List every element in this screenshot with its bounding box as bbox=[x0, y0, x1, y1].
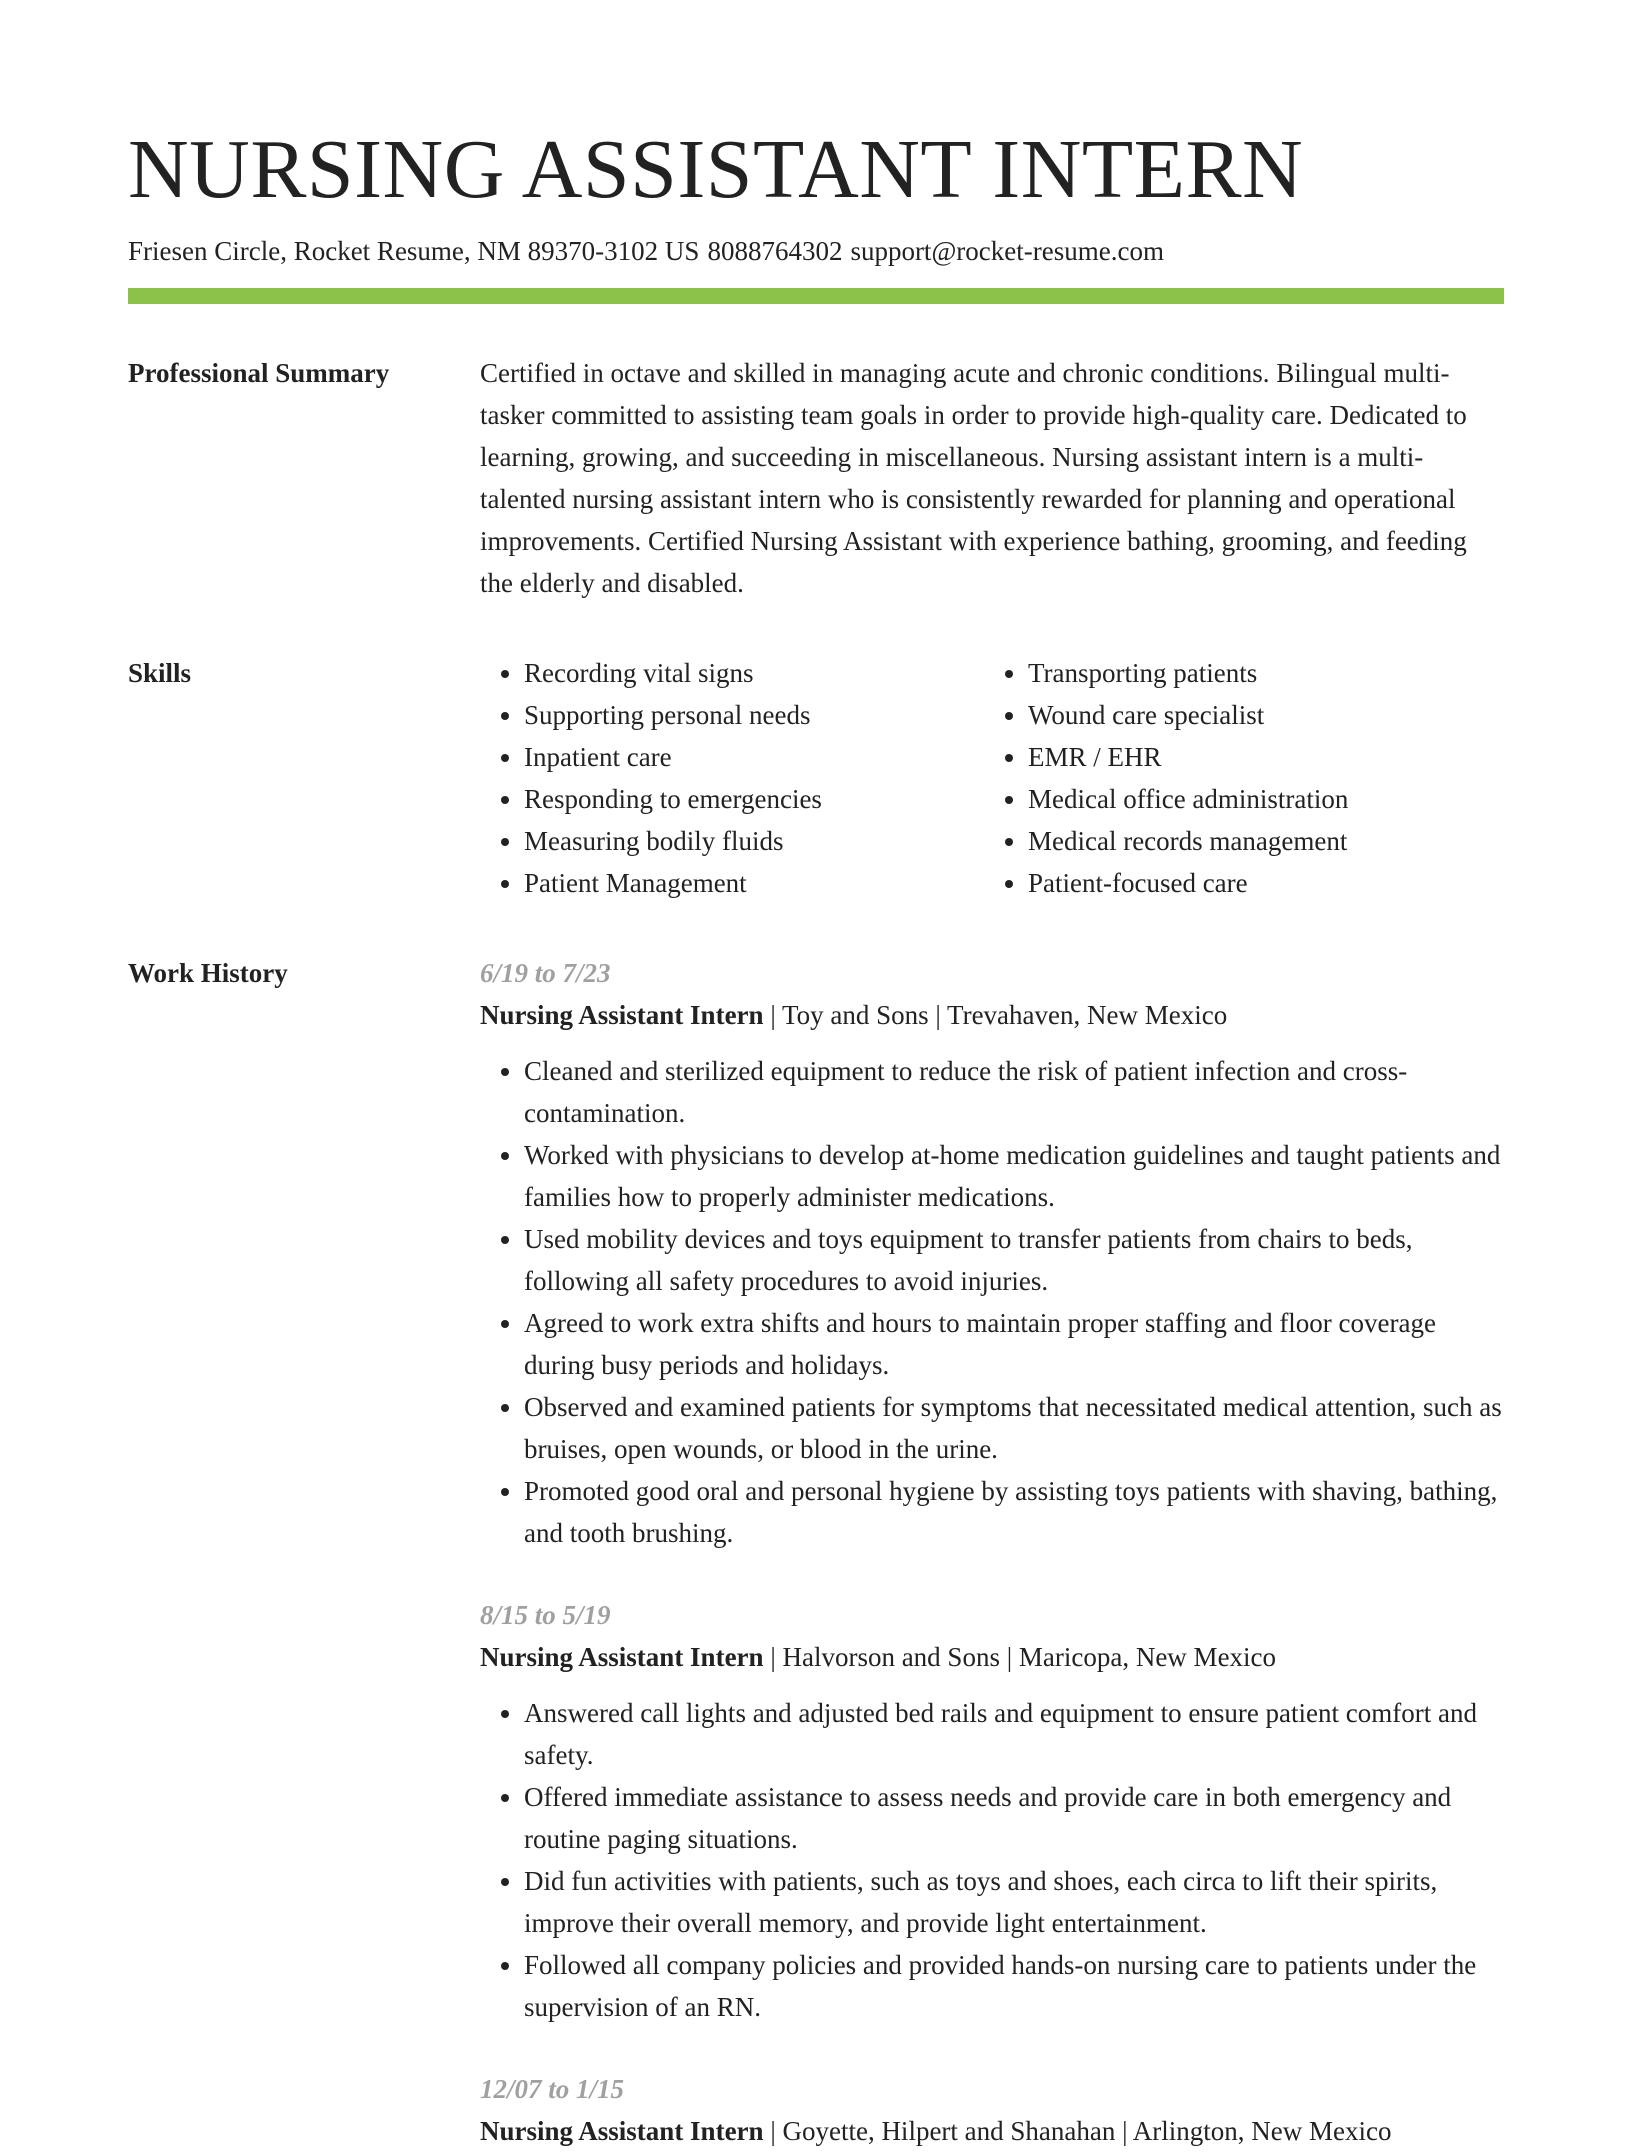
job-heading bbox=[480, 994, 1504, 1036]
skill-item: • Wound care specialist bbox=[1028, 694, 1488, 736]
job-bullet: • Did fun activities with patients, such as toys and shoes, each circa to lift their spirits, improve their overall memory, and provide light entertainment. bbox=[524, 1860, 1504, 1944]
skills-heading: Skills bbox=[128, 658, 192, 688]
work-history-list bbox=[480, 952, 1504, 2152]
job-entry bbox=[480, 952, 1504, 1554]
job-location: Maricopa, New Mexico bbox=[1018, 1642, 1277, 1672]
job-separator: | bbox=[763, 1642, 783, 1672]
skill-item: • EMR / EHR bbox=[1028, 736, 1488, 778]
skills-grid bbox=[480, 652, 1504, 904]
job-separator: | bbox=[999, 1642, 1019, 1672]
job-bullet: • Cleaned and sterilized equipment to reduce the risk of patient infection and cross-contamination. bbox=[524, 1050, 1504, 1134]
job-bullets bbox=[480, 1692, 1504, 2028]
job-heading bbox=[480, 1636, 1504, 1678]
job-bullet: • Offered immediate assistance to assess needs and provide care in both emergency and routine paging situations. bbox=[524, 1776, 1504, 1860]
summary-text: Certified in octave and skilled in managing acute and chronic conditions. Bilingual multi-tasker committed to assisting team goals in order to provide high-quality care. Dedicated to learning, growing, and succeeding in miscellaneous. Nursing assistant intern is a multi-talented nursing assistant intern who is consistently rewarded for planning and operational improvements. Certified Nursing Assistant with experience bathing, grooming, and feeding the elderly and disabled. bbox=[480, 358, 1467, 598]
skills-column-left bbox=[480, 652, 984, 904]
skill-item: • Patient-focused care bbox=[1028, 862, 1488, 904]
work-history-heading: Work History bbox=[128, 958, 288, 988]
skill-item: • Medical office administration bbox=[1028, 778, 1488, 820]
job-company: Goyette, Hilpert and Shanahan bbox=[782, 2116, 1116, 2146]
resume-page bbox=[128, 118, 1504, 2152]
skill-item: • Transporting patients bbox=[1028, 652, 1488, 694]
job-bullet: • Promoted good oral and personal hygiene by assisting toys patients with shaving, bathing, and tooth brushing. bbox=[524, 1470, 1504, 1554]
skills-column-right bbox=[984, 652, 1488, 904]
job-bullet: • Observed and examined patients for symptoms that necessitated medical attention, such as bruises, open wounds, or blood in the urine. bbox=[524, 1386, 1504, 1470]
job-title: Nursing Assistant Intern bbox=[480, 2116, 764, 2146]
job-company: Toy and Sons bbox=[781, 1000, 929, 1030]
resume-name: NURSING ASSISTANT INTERN bbox=[128, 123, 1304, 216]
job-bullets bbox=[480, 1050, 1504, 1554]
job-entry bbox=[480, 2068, 1504, 2152]
job-bullet: • Followed all company policies and provided hands-on nursing care to patients under the supervision of an RN. bbox=[524, 1944, 1504, 2028]
job-location: Arlington, New Mexico bbox=[1132, 2116, 1392, 2146]
job-dates: 12/07 to 1/15 bbox=[480, 2074, 625, 2104]
job-bullet: • Answered call lights and adjusted bed rails and equipment to ensure patient comfort and safety. bbox=[524, 1692, 1504, 1776]
job-heading bbox=[480, 2110, 1504, 2152]
summary-heading: Professional Summary bbox=[128, 358, 390, 388]
job-location: Trevahaven, New Mexico bbox=[947, 1000, 1228, 1030]
work-history-section bbox=[128, 952, 1504, 2152]
job-dates: 8/15 to 5/19 bbox=[480, 1600, 611, 1630]
job-dates: 6/19 to 7/23 bbox=[480, 958, 611, 988]
job-separator: | bbox=[763, 2116, 783, 2146]
skill-item: • Patient Management bbox=[524, 862, 984, 904]
job-company: Halvorson and Sons bbox=[782, 1642, 1000, 1672]
job-bullet: • Used mobility devices and toys equipment to transfer patients from chairs to beds, following all safety procedures to avoid injuries. bbox=[524, 1218, 1504, 1302]
contact-phone: 8088764302 bbox=[707, 236, 843, 266]
skill-item: • Supporting personal needs bbox=[524, 694, 984, 736]
job-entry bbox=[480, 1594, 1504, 2028]
header-divider bbox=[128, 288, 1504, 304]
job-separator: | bbox=[928, 1000, 948, 1030]
skill-item: • Recording vital signs bbox=[524, 652, 984, 694]
contact-line bbox=[128, 232, 1504, 270]
skill-item: • Medical records management bbox=[1028, 820, 1488, 862]
job-bullet: • Agreed to work extra shifts and hours to maintain proper staffing and floor coverage during busy periods and holidays. bbox=[524, 1302, 1504, 1386]
contact-address: Friesen Circle, Rocket Resume, NM 89370-3102 US bbox=[128, 236, 700, 266]
skill-item: • Inpatient care bbox=[524, 736, 984, 778]
job-bullet: • Worked with physicians to develop at-home medication guidelines and taught patients and families how to properly administer medications. bbox=[524, 1134, 1504, 1218]
job-separator: | bbox=[763, 1000, 782, 1030]
contact-email[interactable]: support@rocket-resume.com bbox=[850, 236, 1164, 266]
skill-item: • Measuring bodily fluids bbox=[524, 820, 984, 862]
summary-section bbox=[128, 352, 1504, 604]
job-title: Nursing Assistant Intern bbox=[480, 1000, 764, 1030]
job-separator: | bbox=[1115, 2116, 1133, 2146]
skill-item: • Responding to emergencies bbox=[524, 778, 984, 820]
job-title: Nursing Assistant Intern bbox=[480, 1642, 764, 1672]
skills-section bbox=[128, 652, 1504, 904]
